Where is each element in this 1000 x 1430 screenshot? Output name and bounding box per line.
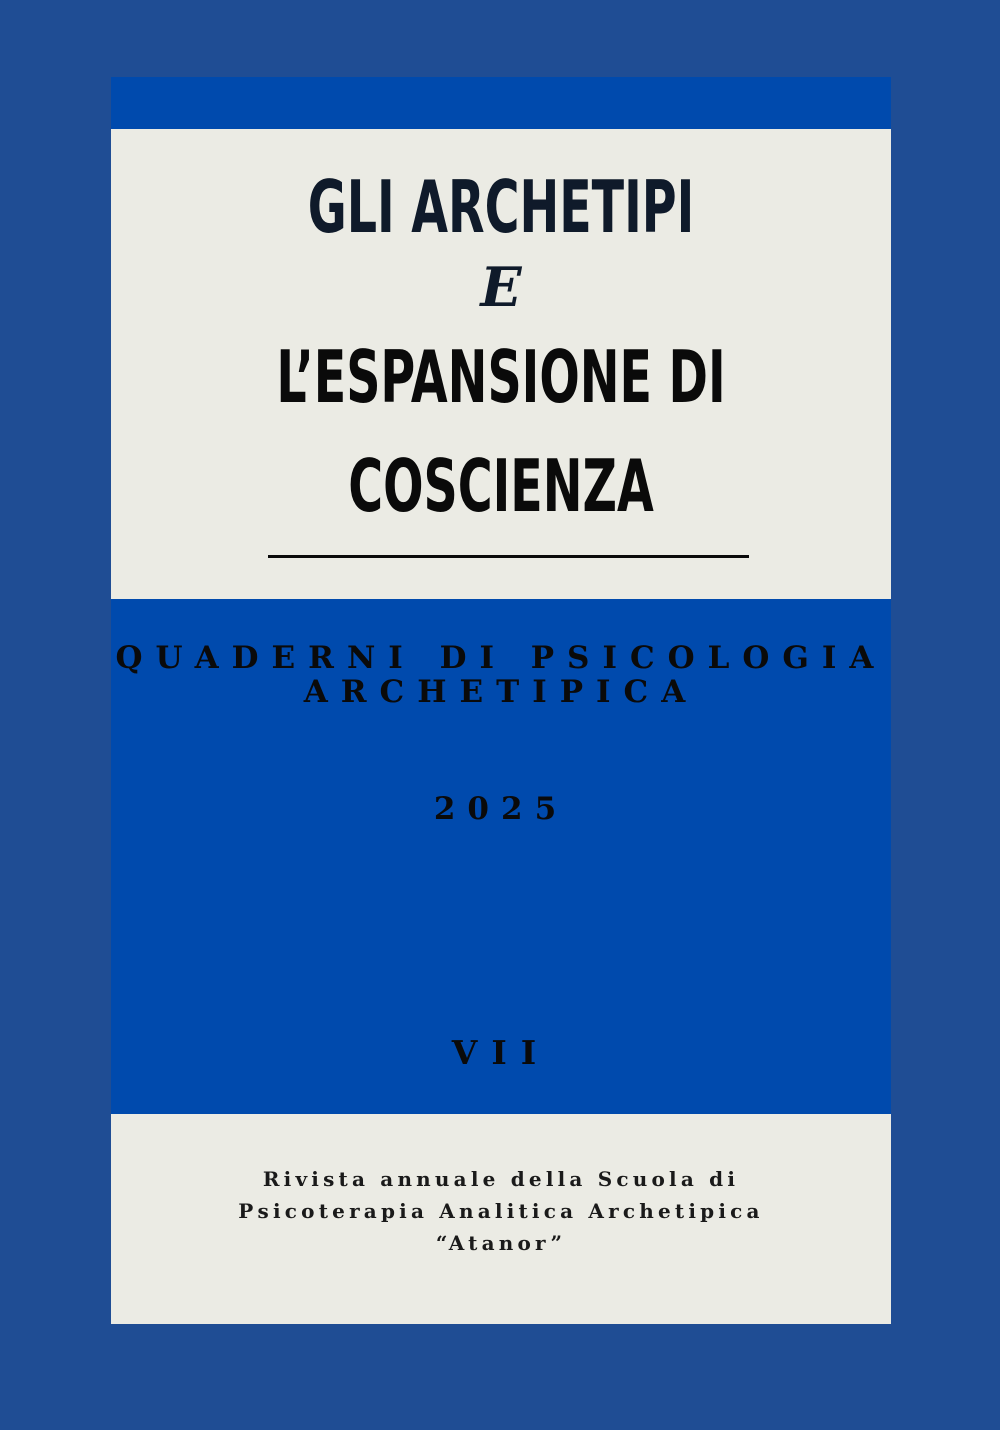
top-color-strip <box>111 77 891 129</box>
series-title-line-2: ARCHETIPICA <box>303 674 699 710</box>
title-panel <box>111 129 891 599</box>
publisher-panel <box>111 1114 891 1324</box>
description-line-1: Rivista annuale della Scuola di <box>262 1167 740 1191</box>
series-title-line-1: QUADERNI DI PSICOLOGIA <box>115 640 887 676</box>
title-divider <box>268 555 749 558</box>
title-line-1: GLI ARCHETIPI <box>307 165 695 249</box>
volume-number: VII <box>451 1033 551 1072</box>
title-line-3: COSCIENZA <box>348 444 654 528</box>
book-cover <box>111 77 891 1324</box>
description-line-2: Psicoterapia Analitica Archetipica <box>238 1199 764 1223</box>
publication-year: 2025 <box>433 791 569 827</box>
description-line-3: “Atanor” <box>435 1231 567 1255</box>
title-conjunction: E <box>480 255 522 319</box>
title-line-2: L’ESPANSIONE DI <box>276 335 726 419</box>
